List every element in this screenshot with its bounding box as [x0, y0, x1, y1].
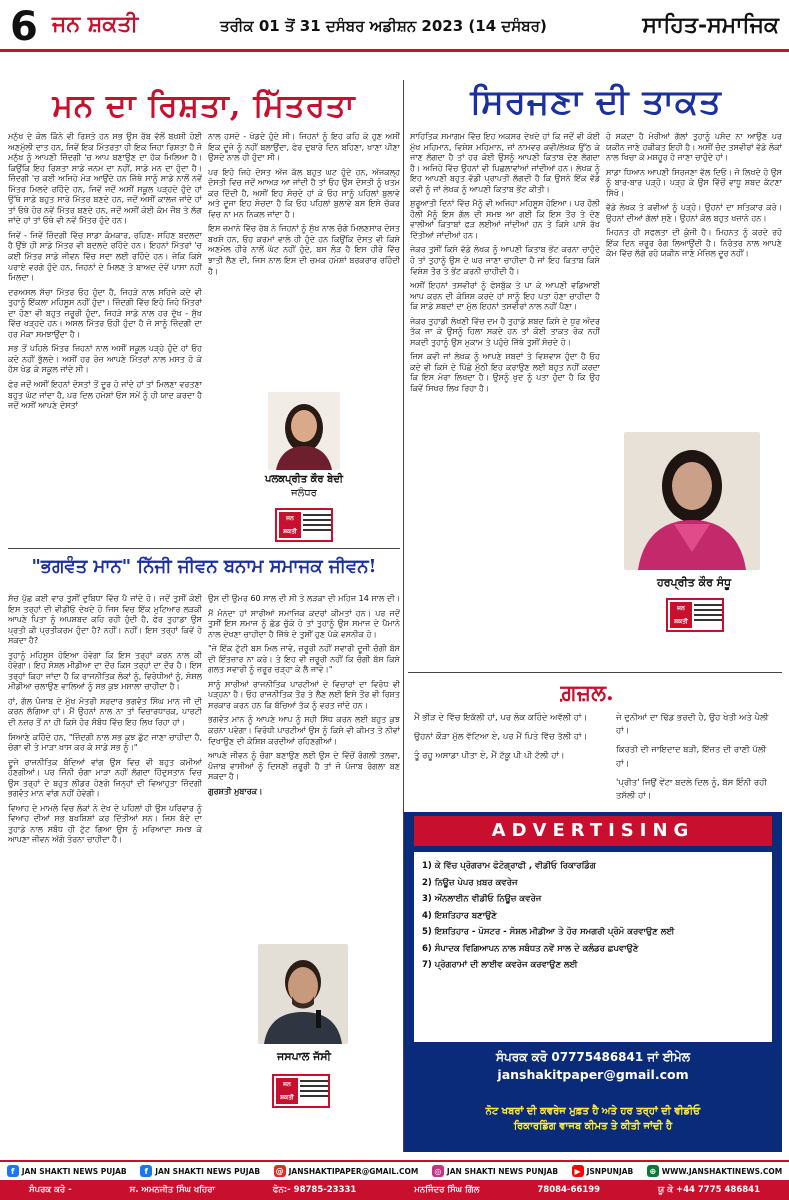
section-divider	[8, 548, 400, 549]
paragraph: ਸਾਡਾ ਧਿਆਨ ਆਪਣੀ ਸਿਰਜਣਾ ਵੱਲ ਦਿਓ। ਜੋ ਲਿਖਦੇ ਹੋ ਉਸ ਨੂੰ ਬਾਰ-ਬਾਰ ਪੜ੍ਹੋ। ਪੜ੍ਹ ਕੇ ਉਸ ਵਿੱਚੋਂ ਵਾਧੂ ਸ਼ਬਦ ਕੱਟਣਾ ਸਿੱਖੋ।	[606, 167, 782, 198]
section-divider	[408, 672, 782, 673]
social-link[interactable]	[647, 1165, 782, 1177]
social-link[interactable]	[274, 1165, 419, 1177]
stamp-logo: ਜਨ ਸ਼ਕਤੀ	[276, 1078, 298, 1104]
ad-item: 1) ਕੇ ਵਿੱਚ ਪ੍ਰੋਗਰਾਮ ਫੋਟੋਗ੍ਰਾਫੀ , ਵੀਡੀਓ ਰਿਕਾਰਡਿੰਗ	[422, 861, 596, 871]
paragraph: ਇਸ ਜ਼ਮਾਨੇ ਵਿੱਚ ਰੱਬ ਨੇ ਜਿਹਨਾਂ ਨੂੰ ਸੁੱਖ ਨਾਲ ਚੰਗੇ ਮਿਲਣਸਾਰ ਦੋਸਤ ਬਖਸ਼ੇ ਹਨ, ਓਹ ਕਰਮਾਂ ਵਾਲੇ ਹੀ ਹੁੰਦੇ ਹਨ ਕਿਉਂਕਿ ਦੋਸਤ ਵੀ ਕਿਸੇ ਅਣਮੋਲ ਹੀਰੇ ਨਾਲੋਂ ਘੱਟ ਨਹੀਂ ਹੁੰਦੇ, ਬਸ ਲੋੜ ਹੈ ਇਸ ਹੀਰੇ ਵਿੱਚ ਝਾਤੀ ਲੈਣ ਦੀ, ਜਿਸ ਨਾਲ ਇਸ ਦੀ ਚਮਕ ਹਮੇਸ਼ਾਂ ਬਰਕਰਾਰ ਰਹਿੰਦੀ ਹੈ।	[208, 224, 400, 276]
footer-phone[interactable]: 78084-66199	[537, 1185, 601, 1195]
newspaper-stamp	[666, 598, 724, 632]
paragraph: ਫੇਰ ਜਦੋਂ ਅਸੀਂ ਇਹਨਾਂ ਦੋਸਤਾਂ ਤੋਂ ਦੂਰ ਹੋ ਜਾਂਦੇ ਹਾਂ ਤਾਂ ਮਿਲਣਾ ਵਰਤਣਾ ਬਹੁਤ ਘੱਟ ਜਾਂਦਾ ਹੈ, ਪਰ ਦਿਲ ਹਮੇਸ਼ਾਂ ਓਸ ਸਮੇਂ ਨੂੰ ਹੀ ਯਾਦ ਕਰਦਾ ਹੈ ਜਦੋਂ ਅਸੀਂ ਆਪਣੇ ਦੋਸਤਾਂ	[8, 380, 202, 411]
social-link[interactable]	[140, 1165, 260, 1177]
couplet: ਜੇ ਦੁਨੀਆਂ ਦਾ ਢਿੱਡ ਭਰਦੀ ਹੈ, ਉਹ ਖੇਤੀ ਅਤੇ ਪੈਲੀ ਹਾਂ।	[616, 713, 769, 737]
couplet: ਕਿਰਤੀ ਦੀ ਜਾਇਦਾਦ ਬੜੀ, ਇੱਜ਼ਤ ਦੀ ਰਾਣੀ ਪੱਲੀ ਹਾਂ।	[616, 745, 767, 769]
article1-title: ਮਨ ਦਾ ਰਿਸ਼ਤਾ, ਮਿੱਤਰਤਾ	[52, 88, 356, 124]
article1-column1	[8, 132, 202, 542]
web-icon: ⊕	[647, 1165, 659, 1177]
social-label: JANSHAKTIPAPER@GMAIL.COM	[288, 1166, 419, 1176]
paragraph: ਨਾਲ ਹਸਦੇ - ਖੇਡਦੇ ਹੁੰਦੇ ਸੀ। ਜਿਹਨਾਂ ਨੂੰ ਇਹ ਕਹਿ ਕੇ ਹੁਣ ਅਸੀਂ ਇਕ ਦੂਜੇ ਨੂੰ ਨਹੀਂ ਬਲਾਉਂਦਾ, ਫੇਰ ਦੁਬਾਰੇ ਦਿਨ ਬਹਿਣਾ, ਖਾਣਾ ਪੀਣਾ ਉਸਦੇ ਨਾਲ ਹੀ ਹੁੰਦਾ ਸੀ।	[208, 132, 400, 163]
paragraph: ਤੁਹਾਨੂੰ ਮਹਿਸੂਸ ਹੋਇਆ ਹੋਵੇਗਾ ਕਿ ਇਸ ਤਰ੍ਹਾਂ ਕਰਨ ਨਾਲ ਕੀ ਹੋਵੇਗਾ। ਇਹ ਸੋਸ਼ਲ ਮੀਡੀਆ ਦਾ ਦੌਰ ਕਿਸ ਤਰ੍ਹਾਂ ਦਾ ਦੌਰ ਹੈ। ਇਸ ਤਰ੍ਹਾਂ ਕਿਹਾ ਜਾਂਦਾ ਹੈ ਕਿ ਰਾਜਨੀਤਿਕ ਲੋਕਾਂ ਨੂੰ, ਵਿਰੋਧੀਆਂ ਨੂੰ, ਸੋਸ਼ਲ ਮੀਡੀਆ ਚਲਾਉਣ ਵਾਲਿਆਂ ਨੂੰ ਸਭ ਕੁਝ ਮਸਾਲਾ ਚਾਹੀਦਾ ਹੈ।	[8, 650, 202, 692]
paragraph: ਪਰ ਇਹੋ ਜਿਹੇ ਦੋਸਤ ਅੱਜ ਕੱਲ ਬਹੁਤ ਘਟ ਹੁੰਦੇ ਹਨ, ਅੱਜਕਲ੍ਹ ਦੋਸਤੀ ਵਿਚ ਜਦੋਂ ਆਅੜ ਆ ਜਾਂਦੀ ਹੈ ਤਾਂ ਓਹ ਉਸ ਦੋਸਤੀ ਨੂੰ ਖਤਮ ਕਰ ਦਿੰਦੀ ਹੈ, ਅਸੀਂ ਇਹ ਸੋਚਦੇ ਹਾਂ ਕੇ ਓਹ ਸਾਨੂੰ ਪਹਿਲਾਂ ਬੁਲਾਵੇ ਅਤੇ ਦੂਜਾ ਇਹ ਸੋਚਦਾ ਹੈ ਕਿ ਓਹ ਪਹਿਲਾਂ ਬੁਲਾਵੇ ਬਸ ਇਸੇ ਚੱਕਰ ਵਿਚ ਨਾ ਮਨ ਨਿਕਲ ਜਾਂਦਾ ਹੈ।	[208, 167, 400, 219]
social-label: JAN SHAKTI NEWS PUJAB	[21, 1166, 127, 1176]
social-link[interactable]	[572, 1165, 634, 1177]
paragraph: ਮੈਂ ਮੰਨਦਾ ਹਾਂ ਸਾਰੀਆਂ ਸਮਾਜਿਕ ਕਦਰਾਂ ਕੀਮਤਾਂ ਹਨ। ਪਰ ਜਦੋਂ ਤੁਸੀਂ ਇਸ ਸਮਾਜ ਨੂੰ ਛੱਡ ਚੁੱਕੇ ਹੋ ਤਾਂ ਤੁਹਾਨੂੰ ਉਸ ਸਮਾਜ ਦੇ ਪੈਮਾਨੇ ਨਾਲ ਦੇਖਣਾ ਚਾਹੀਦਾ ਹੈ ਜਿੱਥੇ ਦੇ ਤੁਸੀਂ ਹੁਣ ਪੱਕੇ ਵਸਨੀਕ ਹੋ।	[208, 608, 400, 639]
article3-title-wrap	[8, 556, 400, 586]
paragraph: ਹੋ ਸਕਦਾ ਹੈ ਮੇਰੀਆਂ ਗੱਲਾਂ ਤੁਹਾਨੂੰ ਪਸੰਦ ਨਾ ਆਉਣ ਪਰ ਯਕੀਨ ਜਾਣੋ ਹਕੀਕਤ ਇਹੀ ਹੈ। ਅਸੀਂ ਚੰਦ ਤਸਵੀਰਾਂ ਵੱਡੇ ਲੋਕਾਂ ਨਾਲ ਖਿਚਾ ਕੇ ਮਸ਼ਹੂਰ ਹੋ ਜਾਣਾ ਚਾਹੁੰਦੇ ਹਾਂ।	[606, 132, 782, 163]
paragraph: ਉਸ ਦੀ ਉਮਰ 60 ਸਾਲ ਦੀ ਸੀ ਤੇ ਲੜਕਾ ਦੀ ਮਹਿਜ 14 ਸਾਲ ਦੀ।	[208, 594, 400, 603]
article1-title-wrap	[8, 88, 400, 126]
paragraph: ਸ਼ੁਰੂਆਤੀ ਦਿਨਾਂ ਵਿੱਚ ਮੈਨੂੰ ਵੀ ਅਜਿਹਾ ਮਹਿਸੂਸ ਹੋਇਆ। ਪਰ ਹੌਲੀ ਹੌਲੀ ਮੈਨੂੰ ਇਸ ਗੱਲ ਦੀ ਸਮਝ ਆ ਗਈ ਕਿ ਇਸ ਤੌਰ ਤੇ ਦੇਣ ਵਾਲੀਆਂ ਕਿਤਾਬਾਂ ਫੜ ਲਈਆਂ ਜਾਂਦੀਆਂ ਹਨ ਤੇ ਕਿਸੇ ਪਾਸੇ ਰੱਖ ਦਿੱਤੀਆਂ ਜਾਂਦੀਆਂ ਹਨ।	[410, 199, 600, 240]
article1-author: ਪਲਕਪ੍ਰੀਤ ਕੌਰ ਬੇਦੀ	[265, 474, 343, 485]
article2-title: ਸਿਰਜਣਾ ਦੀ ਤਾਕਤ	[470, 82, 722, 122]
ad-item: 2) ਨਿਊਜ਼ ਪੇਪਰ ਖ਼ਬਰ ਕਵਰੇਜ	[422, 877, 518, 888]
social-label: JSNPUNJAB	[586, 1166, 634, 1176]
footer-social-bar	[0, 1160, 789, 1180]
ad-note-line: ਨੋਟ ਖਬਰਾਂ ਦੀ ਕਵਰੇਜ ਮੁਫ਼ਤ ਹੈ ਅਤੇ ਹਰ ਤਰ੍ਹਾਂ ਦੀ ਵੀਡੀਓ	[485, 1106, 701, 1117]
social-label: JAN SHAKTI NEWS PUNJAB	[446, 1166, 559, 1176]
paragraph: ਮਨੁੱਖ ਦੇ ਕੋਲ ਕਿੰਨੇ ਵੀ ਰਿਸ਼ਤੇ ਹਨ ਸਭ ਉਸ ਰੱਬ ਵੱਲੋਂ ਬਖਸ਼ੀ ਹੋਈ ਅਣਮੁੱਲੀ ਦਾਤ ਹਨ, ਜਿਵੇਂ ਇਕ ਮਿੱਤਰਤਾ ਹੀ ਇਕ ਜਿਹਾ ਰਿਸ਼ਤਾ ਹੈ ਜੋ ਮਨੁੱਖ ਨੂੰ ਆਪਣੀ ਜ਼ਿੰਦਗੀ 'ਚ ਆਪ ਬਣਾਉਣ ਦਾ ਹੱਕ ਮਿਲਿਆ ਹੈ। ਕਿਉਂਕਿ ਇਹ ਰਿਸ਼ਤਾ ਸਾਡੇ ਜਨਮ ਦਾ ਨਹੀਂ, ਸਾਡੇ ਮਨ ਦਾ ਹੁੰਦਾ ਹੈ। ਜ਼ਿੰਦਗੀ 'ਚ ਕਈ ਅਜਿਹੇ ਮੋੜ ਆਉਂਦੇ ਹਨ ਜਿੱਥੇ ਸਾਨੂੰ ਸਾਡੇ ਨਾਲੋਂ ਨਵੇਂ ਮਿੱਤਰ ਮਿਲਦੇ ਰਹਿੰਦੇ ਹਨ, ਜਿਵੇਂ ਜਦੋਂ ਅਸੀਂ ਸਕੂਲ ਪੜ੍ਹਦੇ ਹੁੰਦੇ ਹਾਂ ਉੱਥੇ ਸਾਡੇ ਬਹੁਤ ਸਾਰੇ ਮਿੱਤਰ ਬਣਦੇ ਹਨ, ਜਦੋਂ ਅਸੀਂ ਕਾਲਜ ਜਾਂਦੇ ਹਾਂ ਤਾਂ ਓਥੇ ਹੋਰ ਨਵੇਂ ਮਿੱਤਰ ਬਣਦੇ ਹਨ, ਜਦੋਂ ਅਸੀਂ ਕੋਈ ਕੰਮ ਜੌਬ ਤੇ ਲੱਗ ਜਾਂਦੇ ਹਾਂ ਤਾਂ ਓਥੇ ਵੀ ਨਵੇਂ ਮਿੱਤਰ ਹੁੰਦੇ ਹਨ।	[8, 132, 202, 226]
paragraph: ਮਿਹਨਤ ਹੀ ਸਫਲਤਾ ਦੀ ਕੁੰਜੀ ਹੈ। ਮਿਹਨਤ ਨੂੰ ਕਰਦੇ ਰਹੋ ਇੱਕ ਦਿਨ ਜ਼ਰੂਰ ਰੰਗ ਲਿਆਉਂਦੀ ਹੈ। ਨਿਰੰਤਰ ਨਾਲ ਆਪਣੇ ਕੰਮ ਵਿੱਚ ਲੱਗੇ ਰਹੋ ਯਕੀਨ ਜਾਣੋ ਮੰਜ਼ਿਲ ਦੂਰ ਨਹੀਂ।	[606, 228, 782, 259]
section-title: ਸਾਹਿਤ-ਸਮਾਜਿਕ	[642, 12, 779, 38]
ghazal-title: ਗ਼ਜ਼ਲ.	[560, 680, 614, 706]
paragraph: ਅਸੀਂ ਇਹਨਾਂ ਤਸਵੀਰਾਂ ਨੂੰ ਫੇਸਬੁੱਕ ਤੇ ਪਾ ਕੇ ਆਪਣੀ ਵਡਿਆਈ ਆਪ ਕਰਨ ਦੀ ਕੋਸ਼ਿਸ਼ ਕਰਦੇ ਹਾਂ ਸਾਨੂੰ ਇਹ ਪਤਾ ਹੋਣਾ ਚਾਹੀਦਾ ਹੈ ਕਿ ਸਾਡੇ ਸ਼ਬਦਾਂ ਦਾ ਮੁੱਲ ਇਹਨਾਂ ਤਸਵੀਰਾਂ ਨਾਲ ਨਹੀਂ ਪੈਣਾ।	[410, 281, 600, 312]
footer-person: ਮਨਜਿੰਦਰ ਸਿੰਘ ਗਿੱਲ	[414, 1185, 480, 1195]
article3-author: ਜਸਪਾਲ ਜੱਸੀ	[277, 1050, 331, 1063]
advertising-box	[404, 812, 782, 1152]
ad-contact-line: ਸੰਪਰਕ ਕਰੋ 07775486841 ਜਾਂ ਈਮੇਲ	[496, 1050, 690, 1064]
ghazal-title-wrap	[560, 680, 680, 708]
footer-contact-bar	[0, 1180, 789, 1200]
newspaper-stamp	[272, 1074, 330, 1108]
article2-author: ਹਰਪ੍ਰੀਤ ਕੌਰ ਸੰਧੂ	[656, 576, 732, 589]
author-photo-harpreet	[624, 432, 760, 570]
ad-services-list	[414, 852, 772, 1042]
paragraph: ਆਪਣੇ ਜੀਵਨ ਨੂੰ ਚੰਗਾ ਬਣਾਉਣ ਲਈ ਉਸ ਦੇ ਵਿੱਚੋਂ ਰੰਗਲੀ ਤਲਵਾ, ਪੰਜਾਬ ਵਾਸੀਆਂ ਨੂੰ ਦਿਸਣੀ ਜ਼ਰੂਰੀ ਹੈ ਤਾਂ ਜੋ ਪੰਜਾਬ ਰੰਗਲਾ ਬਣ ਸਕਦਾ ਹੈ।	[208, 751, 400, 782]
stamp-logo: ਜਨ ਸ਼ਕਤੀ	[670, 602, 692, 628]
article2-title-wrap	[410, 82, 782, 128]
paragraph: ਜੇਕਰ ਤੁਹਾਡੀ ਲੇਖਣੀ ਵਿੱਚ ਦਮ ਹੈ ਤੁਹਾਡੇ ਸ਼ਬਦ ਕਿਸੇ ਦੇ ਧੁਰ ਅੰਦਰ ਤੱਕ ਜਾ ਕੇ ਉਸਨੂੰ ਹਿਲਾ ਸਕਦੇ ਹਨ ਤਾਂ ਕੋਈ ਤਾਕਤ ਰੋਕ ਨਹੀਂ ਸਕਦੀ ਤੁਹਾਨੂੰ ਉਸ ਮੁਕਾਮ ਤੇ ਪਹੁੰਚੇ ਜਿੱਥੇ ਤੁਸੀਂ ਸੋਚਦੇ ਹੋ।	[410, 316, 600, 347]
couplet: 'ਪ੍ਰੀਤ' ਜਿਉਂ ਵੇਂਟਾ ਬਦਲੇ ਦਿਲ ਨੂੰ, ਬੱਸ ਇੰਨੀ ਰਹੀ ਤਸੱਲੀ ਹਾਂ।	[616, 777, 767, 801]
social-link[interactable]	[432, 1165, 558, 1177]
article1-place: ਜਲੰਧਰ	[291, 488, 317, 499]
newspaper-logo	[52, 12, 138, 37]
paragraph: ਹਾਂ, ਗੱਲ ਪੰਜਾਬ ਦੇ ਮੁੱਖ ਮੰਤਰੀ ਸਰਦਾਰ ਭਗਵੰਤ ਸਿੰਘ ਮਾਨ ਜੀ ਦੀ ਕਰਨ ਲੱਗਿਆ ਹਾਂ। ਮੈਂ ਉਹਨਾਂ ਨਾਲ ਨਾ ਤਾਂ ਵਿਚਾਰਧਾਰਕ, ਪਾਰਟੀ ਦੀ ਨਜ਼ਰ ਤੋਂ ਨਾ ਹੀ ਕਿਸੇ ਹੋਰ ਸੰਬੰਧ ਵਿੱਚ ਇਹ ਲਿਖ ਰਿਹਾ ਹਾਂ।	[8, 696, 202, 728]
mail-icon: @	[275, 1166, 284, 1176]
ad-contact	[414, 1048, 772, 1085]
page-number: 6	[10, 4, 38, 50]
paragraph: "ਜੇ ਇੱਕ ਟੁੱਟੀ ਬਸ ਮਿਲ ਜਾਵੇ, ਜ਼ਰੂਰੀ ਨਹੀਂ ਸਵਾਰੀ ਦੂਜੀ ਚੰਗੀ ਬੱਸ ਦੀ ਇੰਤਜ਼ਾਰ ਨਾ ਕਰੇ। ਤੇ ਇਹ ਵੀ ਜ਼ਰੂਰੀ ਨਹੀਂ ਕਿ ਚੰਗੀ ਬੱਸ ਕਿਸੇ ਗਲਤ ਸਵਾਰੀ ਨੂੰ ਜ਼ਰੂਰ ਚੜ੍ਹਾ ਕੇ ਲੈ ਜਾਵੇ।"	[208, 644, 400, 675]
paragraph: ਦਰਅਸਲ ਸੱਚਾ ਮਿੱਤਰ ਓਹ ਹੁੰਦਾ ਹੈ, ਜਿਹੜੇ ਨਾਲ ਸਹਿਜੇ ਕਦੇ ਵੀ ਤੁਹਾਨੂੰ ਇੱਕਲਾ ਮਹਿਸੂਸ ਨਹੀਂ ਹੁੰਦਾ। ਜ਼ਿੰਦਗੀ ਵਿੱਚ ਇਹੋ ਜਿਹੇ ਮਿੱਤਰਾਂ ਦਾ ਹੋਣਾ ਵੀ ਬਹੁਤ ਜ਼ਰੂਰੀ ਹੁੰਦਾ, ਜਿਹੜੇ ਸਾਡੇ ਨਾਲ ਹਰ ਦੁੱਖ - ਸੁੱਖ ਵਿੱਚ ਖੜ੍ਹਦੇ ਹਨ। ਅਸਲ ਮਿੱਤਰ ਓਹੀ ਹੁੰਦਾ ਹੈ ਜੋ ਸਾਨੂੰ ਜ਼ਿੰਦਗੀ ਦਾ ਹਰ ਮੌਕਾ ਸਮਝਾਉਂਦਾ ਹੈ।	[8, 287, 202, 339]
article3-column2	[208, 594, 400, 934]
ad-note-line: ਰਿਕਾਰਡਿੰਗ ਵਾਜਬ ਕੀਮਤ ਤੇ ਕੀਤੀ ਜਾਂਦੀ ਹੈ	[513, 1121, 673, 1132]
newspaper-stamp	[275, 508, 333, 542]
footer-contact-label: ਸੰਪਰਕ ਕਰੋ -	[28, 1185, 72, 1195]
paragraph: ਸੱਚ ਪੁੱਛ ਕਈ ਵਾਰ ਤੁਸੀਂ ਦੁਬਿਧਾ ਵਿੱਚ ਪੈ ਜਾਂਦੇ ਹੋ। ਜਦੋਂ ਤੁਸੀਂ ਕੋਈ ਇਸ ਤਰ੍ਹਾਂ ਦੀ ਵੀਡੀਓ ਦੇਖਦੇ ਹੋ ਜਿਸ ਵਿਚ ਇੱਕ ਮੁਟਿਆਰ ਲੜਕੀ ਆਪਣੇ ਪਿਤਾ ਨੂੰ ਅਪਸ਼ਬਦ ਕਹਿ ਰਹੀ ਹੁੰਦੀ ਹੈ, ਫੇਰ ਤੁਹਾਡਾ ਉਸ ਪ੍ਰਤੀ ਕੀ ਪ੍ਰਤੀਕਰਮ ਹੁੰਦਾ ਹੈ? ਨਹੀਂ। ਨਹੀਂ। ਇਸ ਤਰ੍ਹਾਂ ਕਿਵੇਂ ਹੋ ਸਕਦਾ ਹੈ?	[8, 594, 202, 646]
footer-uk-phone[interactable]: ਯੂ ਕੇ +44 7775 486841	[658, 1185, 760, 1195]
ad-note	[414, 1104, 772, 1134]
couplet: ਮੈਂ ਭੀੜ ਦੇ ਵਿੱਚ ਇਕੱਲੀ ਹਾਂ, ਪਰ ਲੋਕ ਕਹਿੰਦੇ ਅਵੱਲੀ ਹਾਂ।	[414, 713, 588, 723]
couplet: ਉਹਨਾਂ ਕੌੜਾ ਮੁੱਲ ਵੱਟਿਆ ਏ, ਪਰ ਮੈਂ ਪਿਤੇ ਵਿੱਚ ਤੱਲੀ ਹਾਂ।	[414, 732, 588, 743]
ad-item: 3) ਔਨਲਾਈਨ ਵੀਡੀਓ ਨਿਊਜ਼ ਕਵਰੇਜ	[422, 894, 542, 905]
social-label: WWW.JANSHAKTINEWS.COM	[661, 1166, 783, 1176]
ad-item: 6) ਸੰਪਾਦਕ ਵਿਗਿਆਪਨ ਨਾਲ ਸਬੰਧਤ ਨਵੇਂ ਸਾਲ ਦੇ ਕਲੰਡਰ ਛਪਵਾਉਣੇ	[422, 943, 639, 954]
dateline: ਤਰੀਕ 01 ਤੋਂ 31 ਦਸੰਬਰ ਅਡੀਸ਼ਨ 2023 (14 ਦਸੰਬਰ)	[220, 17, 547, 35]
paragraph: ਜਿਵੇਂ - ਜਿਵੇਂ ਜ਼ਿੰਦਗੀ ਵਿੱਚ ਸਾਡਾ ਕੰਮਕਾਰ, ਰਹਿਣ- ਸਹਿਣ ਬਦਲਦਾ ਹੈ ਉਂਝੇ ਹੀ ਸਾਡੇ ਮਿੱਤਰ ਵੀ ਬਦਲਦੇ ਰਹਿੰਦੇ ਹਨ। ਇਹਨਾਂ ਮਿੱਤਰਾਂ 'ਚ ਕਈ ਮਿੱਤਰ ਸਾਡੇ ਜੀਵਨ ਵਿੱਚ ਸਦਾ ਲਈ ਰਹਿੰਦੇ ਹਨ। ਜੇਕਿ ਕਿਸੇ ਪਰਾਏ ਵਰਗੇ ਹੁੰਦੇ ਹਨ, ਜਿਹਨਾਂ ਦੇ ਮਿਲਣ ਤੇ ਬਾਅਦ ਦੋਵੇਂ ਪਾਸਾ ਨਹੀਂ ਮਿਲਦਾ।	[8, 230, 202, 283]
paragraph: ਸਿਆਣੇ ਕਹਿੰਦੇ ਹਨ, "ਜ਼ਿੰਦਗੀ ਨਾਲ ਸਭ ਕੁਝ ਛੁੱਟ ਜਾਣਾ ਚਾਹੀਦਾ ਹੈ, ਚੰਗਾ ਵੀ ਤੇ ਮਾੜਾ ਖਾਸ ਕਰ ਕੇ ਸਾਡੇ ਸਭ ਨੂੰ।"	[8, 732, 202, 753]
logo-text: ਜਨ ਸ਼ਕਤੀ	[52, 12, 139, 37]
paragraph: ਵੱਡੇ ਲੇਖਕ ਤੇ ਕਵੀਆਂ ਨੂੰ ਪੜ੍ਹੋ। ਉਹਨਾਂ ਦਾ ਸਤਿਕਾਰ ਕਰੋ। ਉਹਨਾਂ ਦੀਆਂ ਗੱਲਾਂ ਸੁਣੋ। ਉਹਨਾਂ ਕੋਲ ਬਹੁਤ ਖਜ਼ਾਨੇ ਹਨ।	[606, 203, 782, 223]
facebook-icon: f	[7, 1165, 19, 1177]
article3-title: "ਭਗਵੰਤ ਮਾਨ" ਨਿੱਜੀ ਜੀਵਨ ਬਨਾਮ ਸਮਾਜਕ ਜੀਵਨ!	[31, 556, 377, 577]
ad-item: 5) ਇਸ਼ਤਿਹਾਰ - ਪੋਸਟਰ - ਸੋਸ਼ਲ ਮੀਡੀਆ ਤੇ ਹੋਰ ਸਮਗਰੀ ਪ੍ਰੋਮੋ ਕਰਵਾਉਣ ਲਈ	[422, 927, 675, 938]
masthead	[0, 0, 789, 52]
paragraph: ਸਾਹਿਤਿਕ ਸਮਾਗਮ ਵਿੱਚ ਇਹ ਅਕਸਰ ਦੇਖਦੇ ਹਾਂ ਕਿ ਜਦੋਂ ਵੀ ਕੋਈ ਮੁੱਖ ਮਹਿਮਾਨ, ਵਿਸ਼ੇਸ਼ ਮਹਿਮਾਨ, ਜਾਂ ਨਾਮਵਰ ਕਵੀ/ਲੇਖਕ ਉੱਠ ਕੇ ਜਾਣ ਲੱਗਦਾ ਹੈ ਤਾਂ ਹਰ ਕੋਈ ਉਸਨੂੰ ਆਪਣੀ ਕਿਤਾਬ ਦੇਣ ਲੱਗਦਾ ਹੈ। ਅਜਿਹੇ ਵਿੱਚ ਉਹਨਾਂ ਵੀ ਪਿਛਲਾਵਾਂਆਂ ਜਾਂਦੀਆਂ ਹਨ। ਲੇਖਕ ਨੂੰ ਇਹ ਆਪਣੀ ਬਹੁਤ ਵੱਡੀ ਪ੍ਰਾਪਤੀ ਲੱਗਦੀ ਹੈ ਕਿ ਉਸਨੇ ਇੱਕ ਵੱਡੇ ਕਵੀ ਨੂੰ ਜਾਂ ਲੇਖਕ ਨੂੰ ਆਪਣੀ ਕਿਤਾਬ ਭੇਂਟ ਕੀਤੀ।	[410, 132, 600, 194]
paragraph: ਜੇਕਰ ਤੁਸੀਂ ਕਿਸੇ ਵੱਡੇ ਲੇਖਕ ਨੂੰ ਆਪਣੀ ਕਿਤਾਬ ਭੇਂਟ ਕਰਨਾ ਚਾਹੁੰਦੇ ਹੋ ਤਾਂ ਤੁਹਾਨੂੰ ਉਸ ਦੇ ਘਰ ਜਾਣਾ ਚਾਹੀਦਾ ਹੈ ਜਾਂ ਇਹ ਕਿਤਾਬ ਕਿਸੇ ਵਿਸ਼ੇਸ਼ ਤੌਰ ਤੇ ਭੇਂਟ ਕਰਨੀ ਚਾਹੀਦੀ ਹੈ।	[410, 245, 600, 276]
ad-item: 7) ਪ੍ਰੋਗਰਾਮਾਂ ਦੀ ਲਾਈਵ ਕਵਰੇਜ ਕਰਵਾਉਣ ਲਈ	[422, 960, 578, 971]
ad-item: 4) ਇਸ਼ਤਿਹਾਰ ਬਣਾਉਣੇ	[422, 910, 497, 921]
youtube-icon: ▶	[572, 1165, 584, 1177]
paragraph: ਦੂਜੇ ਰਾਜਨੀਤਿਕ ਬੰਦਿਆਂ ਵਾਂਗ ਉਸ ਵਿਚ ਵੀ ਬਹੁਤ ਕਮੀਆਂ ਹੋਣਗੀਆਂ। ਪਰ ਜਿੰਨੀ ਚੰਗਾ ਮਾੜਾ ਨਹੀਂ ਲੱਗਦਾ ਹਿੰਦੁਸਤਾਨ ਵਿਚ ਉਸ ਤਰ੍ਹਾਂ ਦੇ ਬਹੁਤ ਲੀਡਰ ਹੋਣਗੇ ਜਿਨ੍ਹਾਂ ਦੀ ਵਿਆਹੁਤਾ ਜ਼ਿੰਦਗੀ ਭਗਵੰਤ ਮਾਨ ਵਾਂਗ ਨਹੀਂ ਹੋਵੇਗੀ।	[8, 757, 202, 799]
paragraph: ਗੁਰਸ਼ਤੀ ਮੁਬਾਰਕ।	[208, 786, 263, 796]
footer-person: ਸ. ਅਮਨਜੀਤ ਸਿੰਘ ਖਹਿਰਾ	[129, 1185, 215, 1195]
author-photo-jaspal	[258, 944, 348, 1044]
paragraph: ਭਗਵੰਤ ਮਾਨ ਨੂੰ ਆਪਣੇ ਆਪ ਨੂੰ ਸਹੀ ਸਿੱਧ ਕਰਨ ਲਈ ਬਹੁਤ ਕੁਝ ਕਰਨਾ ਪਵੇਗਾ। ਵਿਰੋਧੀ ਪਾਰਟੀਆਂ ਉਸ ਨੂੰ ਕਿਸੇ ਵੀ ਕੀਮਤ ਤੇ ਨੀਵਾਂ ਦਿਖਾਉਣ ਦੀ ਕੋਸ਼ਿਸ਼ ਕਰਦੀਆਂ ਰਹਿਣਗੀਆਂ।	[208, 715, 400, 746]
couplet: ਤੂੰ ਰਹੂ ਅਸਾਡਾ ਪੀਤਾ ਏ, ਮੈਂ ਟੱਕੂ ਪੀ ਪੀ ਟੱਲੀ ਹਾਂ।	[414, 751, 565, 762]
portrait-image	[624, 432, 760, 570]
paragraph: ਵਿਆਹ ਦੇ ਮਾਮਲੇ ਵਿਚ ਲੋਕਾਂ ਨੇ ਦੇਖ ਦੇ ਪਹਿਲਾਂ ਹੀ ਉਸ ਪਰਿਵਾਰ ਨੂੰ ਵਿਆਹ ਦੀਆਂ ਸਭ ਬਖਸ਼ਿਸ਼ਾਂ ਕਰ ਦਿੱਤੀਆਂ ਸਨ। ਜਿਸ ਬੰਦੇ ਦਾ ਤੁਹਾਡੇ ਨਾਲ ਸਬੰਧ ਹੀ ਟੁੱਟ ਗਿਆ ਉਸ ਨੂੰ ਮਰਿਆਦਾ ਸਮਝ ਕੇ ਆਪਣਾ ਜੀਵਨ ਅੱਗੇ ਤੋਰਨਾ ਚਾਹੀਦਾ ਹੈ।	[8, 803, 202, 845]
portrait-image	[258, 944, 348, 1044]
portrait-image	[268, 392, 340, 470]
ghazal-column2	[616, 712, 782, 808]
ad-title: ADVERTISING	[414, 816, 772, 846]
paragraph: ਸਾਨੂੰ ਸਾਰੀਆਂ ਰਾਜਨੀਤਿਕ ਪਾਰਟੀਆਂ ਦੇ ਵਿਚਾਰਾਂ ਦਾ ਵਿਰੋਧ ਵੀ ਪੜ੍ਹਨਾ ਹੈ। ਓਹ ਰਾਜਨੀਤਿਕ ਤੌਰ ਤੇ ਲੈਣ ਲਈ ਇਸੇ ਤੌਰ ਵੀ ਰਿਸ਼ਤ ਸਰਕਾਰ ਕਰਨ ਹਨ ਕਿ ਬੱਚਿਆਂ ਤੱਕ ਨੂੰ ਵਰਤ ਜਾਂਦੇ ਹਨ।	[208, 679, 400, 710]
footer-phone[interactable]: ਫੋਨ:- 98785-23331	[272, 1185, 357, 1195]
facebook-icon: f	[140, 1165, 152, 1177]
ad-email[interactable]: janshakitpaper@gmail.com	[497, 1067, 689, 1082]
article2-column1	[410, 132, 600, 672]
article1-column2	[208, 132, 400, 312]
social-label: JAN SHAKTI NEWS PUJAB	[155, 1166, 261, 1176]
article3-column1	[8, 594, 202, 1154]
instagram-icon: ◎	[432, 1165, 444, 1177]
stamp-logo: ਜਨ ਸ਼ਕਤੀ	[279, 512, 301, 538]
article2-column2	[606, 132, 782, 422]
paragraph: ਸਭ ਤੋਂ ਪਹਿਲੇ ਮਿੱਤਰ ਜਿਹਨਾਂ ਨਾਲ ਅਸੀਂ ਸਕੂਲ ਪੜ੍ਹੇ ਹੁੰਦੇ ਹਾਂ ਓਹ ਕਦੇ ਨਹੀਂ ਭੁੱਲਦੇ। ਅਸੀਂ ਹਰ ਰੋਜ਼ ਆਪਣੇ ਮਿੱਤਰਾਂ ਨਾਲ ਮਸਤ ਹੋ ਕੇ ਹੱਸ ਖੇਡ ਕੇ ਸਕੂਲ ਜਾਂਦੇ ਸੀ।	[8, 344, 202, 375]
author-photo-palakpreet	[268, 392, 340, 470]
paragraph: ਜਿਸ ਕਵੀ ਜਾਂ ਲੇਖਕ ਨੂੰ ਆਪਣੇ ਸ਼ਬਦਾਂ ਤੇ ਵਿਸ਼ਵਾਸ ਹੁੰਦਾ ਹੈ ਓਹ ਕਦੇ ਵੀ ਕਿਸੇ ਦੇ ਪਿੱਛੇ ਮੁੱਠੀ ਇਹ ਕਰਾਉਣ ਲਈ ਬਹੁਤ ਨਹੀਂ ਕਰਦਾ ਕਿ ਇਸ ਮੇਰਾ ਲਿਖਦਾ ਹੈ। ਉਸਨੂੰ ਖੁਦ ਨੂੰ ਪਤਾ ਹੁੰਦਾ ਹੈ ਕਿ ਉਹ ਕਿਵੇਂ ਸਿਖਰ ਲਿਖ ਰਿਹਾ ਹੈ।	[410, 352, 600, 394]
ghazal-column1	[414, 712, 610, 808]
social-link[interactable]	[7, 1165, 127, 1177]
